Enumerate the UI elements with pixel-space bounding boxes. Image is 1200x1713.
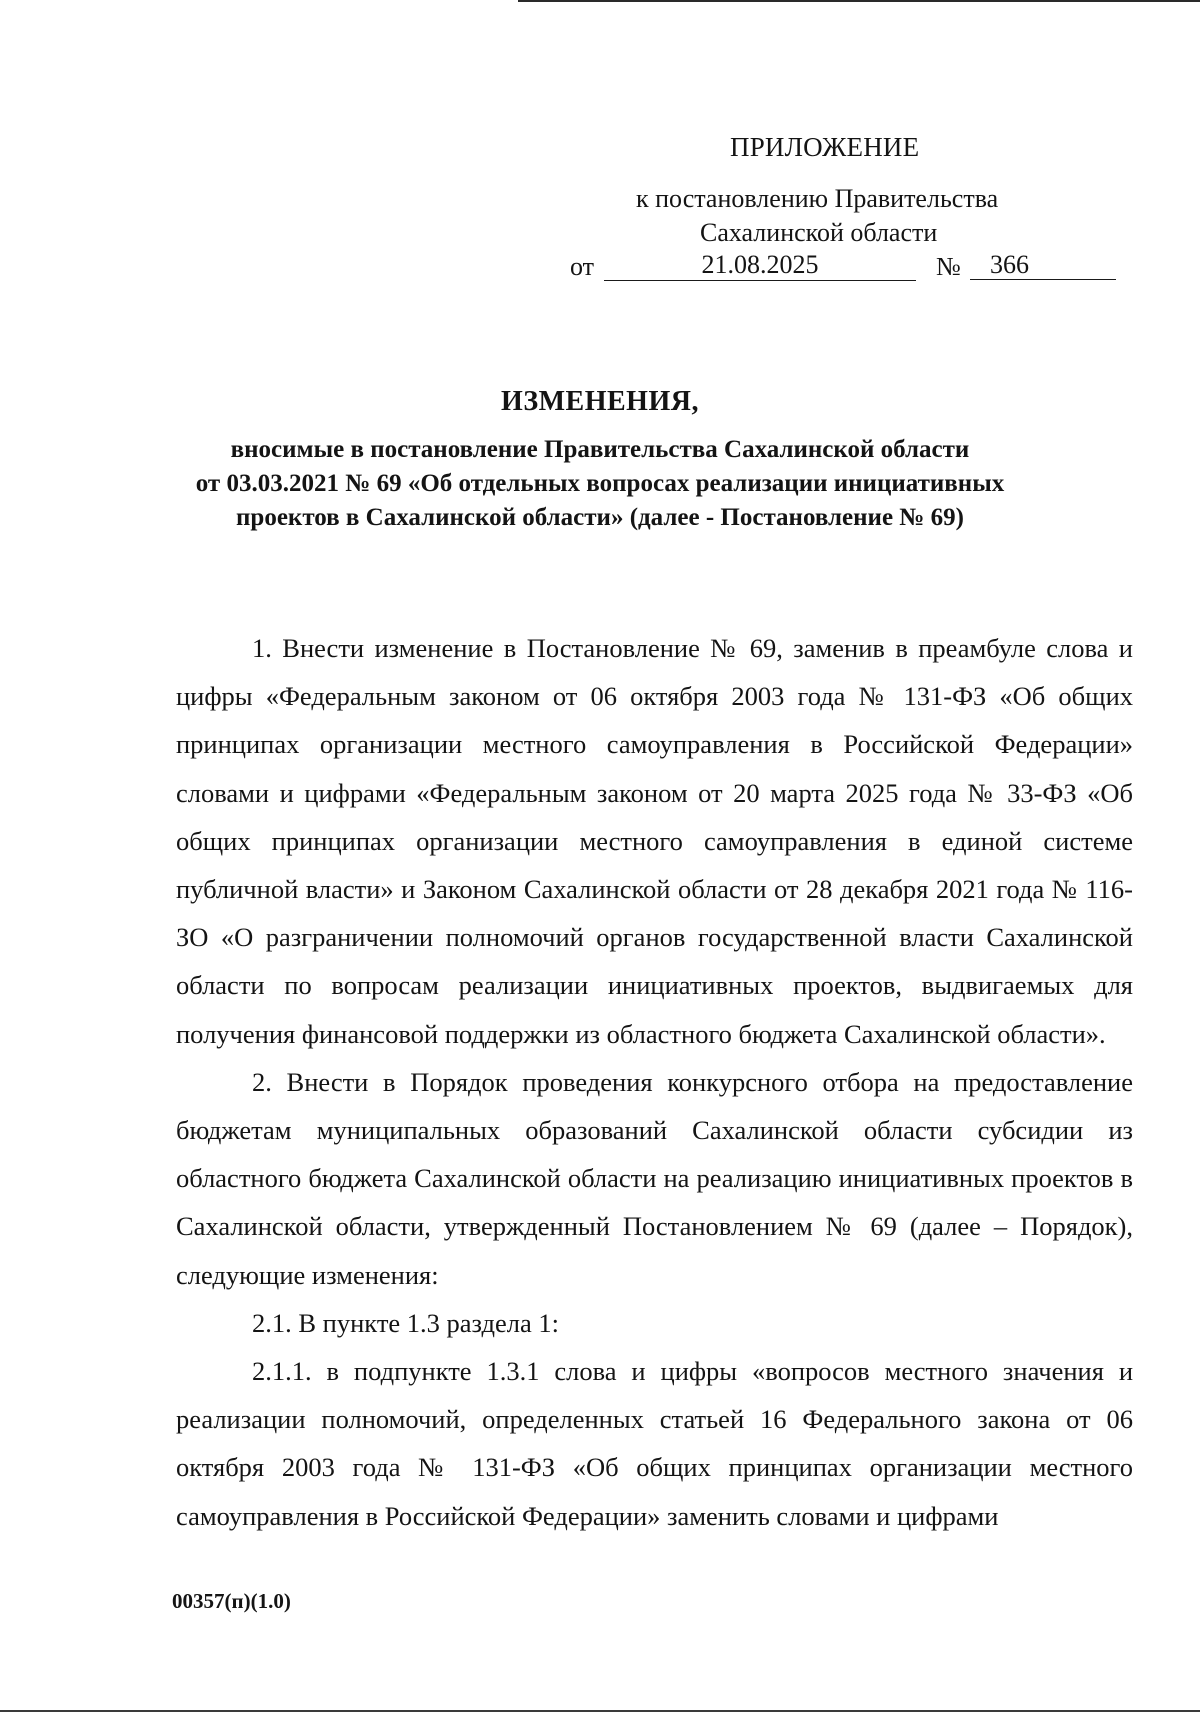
bottom-border-line [0,1710,1200,1712]
appendix-ref-line2: Сахалинской области [700,218,938,247]
number-label: № [936,252,961,281]
subtitle-line-2: от 03.03.2021 № 69 «Об отдельных вопросах реализации инициативных [195,470,1005,497]
paragraph-1: 1. Внести изменение в Постановление № 69, заменив в преамбуле слова и цифры «Федеральным законом от 06 октября 2003 года № 131-ФЗ «Об общих принципах организации местного самоуправления в Российской Федерации» словами и цифрами «Федеральным законом от 20 марта 2025 года № 33-ФЗ «Об общих принципах организации местного самоуправления в единой системе публичной власти» и Законом Сахалинской области от 28 декабря 2021 года № 116-ЗО «О разграничении полномочий органов государственной власти Сахалинской области по вопросам реализации инициативных проектов, выдвигаемых для получения финансовой поддержки из областного бюджета Сахалинской области». [176,633,1133,1049]
paragraph-2: 2. Внести в Порядок проведения конкурсного отбора на предоставление бюджетам муниципальных образований Сахалинской области субсидии из областного бюджета Сахалинской области на реализацию инициативных проектов в Сахалинской области, утвержденный Постановлением № 69 (далее – Порядок), следующие изменения: [176,1066,1133,1290]
footer-code: 00357(п)(1.0) [172,1589,291,1613]
resolution-date: 21.08.2025 [604,250,916,281]
appendix-ref-line1: к постановлению Правительства [636,184,999,213]
paragraph-2-1-1: 2.1.1. в подпункте 1.3.1 слова и цифры «вопросов местного значения и реализации полномочий, определенных статьей 16 Федерального закона от 06 октября 2003 года № 131-ФЗ «Об общих принципах организации местного самоуправления в Российской Федерации» заменить словами и цифрами [176,1356,1133,1531]
appendix-title: ПРИЛОЖЕНИЕ [730,132,920,162]
subtitle-line-1: вносимые в постановление Правительства Сахалинской области [230,436,970,463]
top-border-line [518,0,1200,2]
date-label: от [570,252,595,281]
subtitle-line-3: проектов в Сахалинской области» (далее - Постановление № 69) [236,504,964,531]
document-title: ИЗМЕНЕНИЯ, [501,386,699,417]
document-body [176,624,1133,1540]
resolution-number: 366 [970,250,1116,280]
paragraph-2-1: 2.1. В пункте 1.3 раздела 1: [252,1307,560,1338]
